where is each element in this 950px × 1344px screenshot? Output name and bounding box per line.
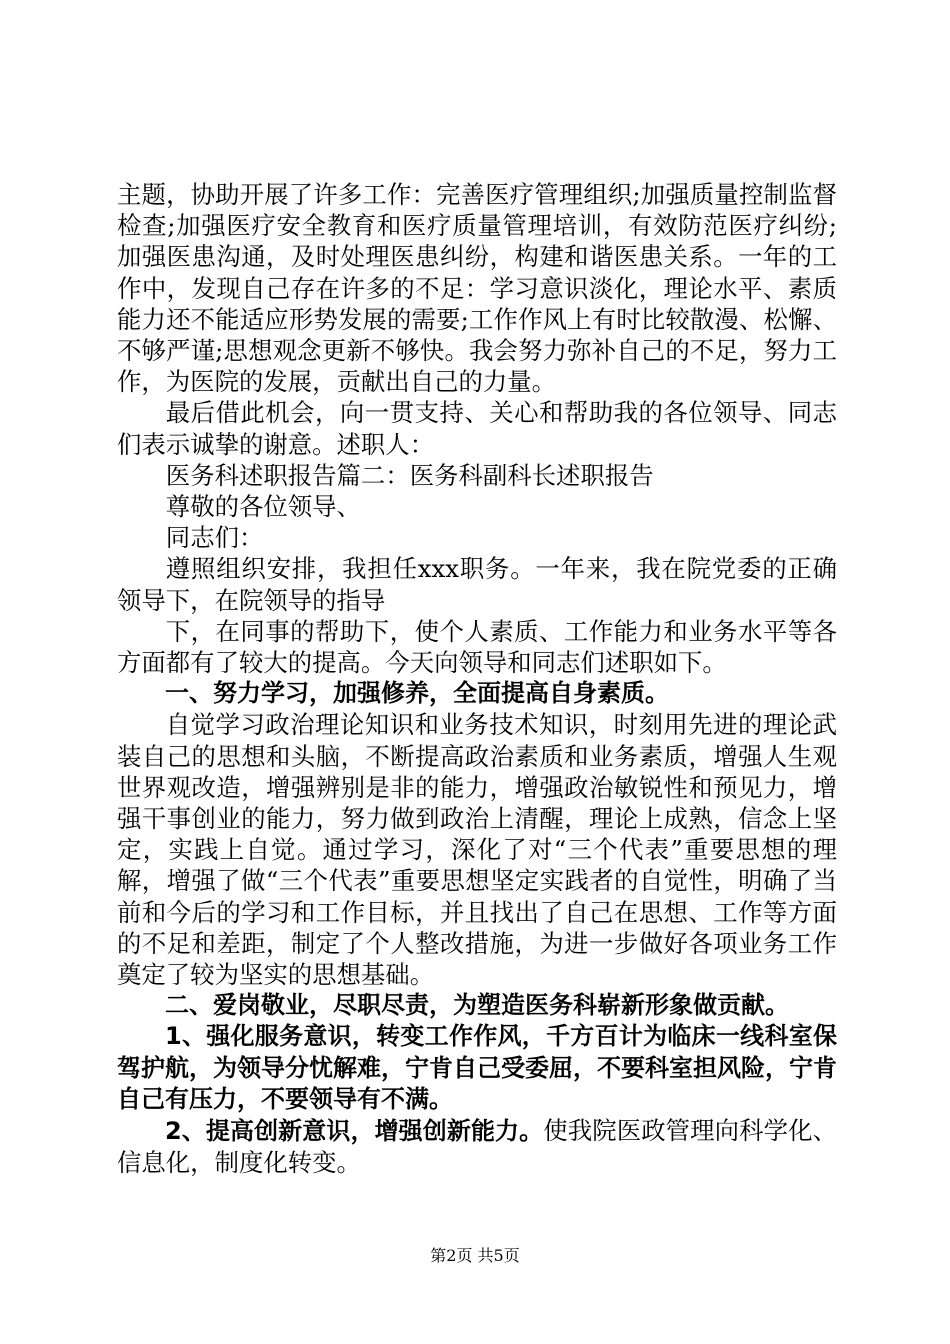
page-footer: 第2页 共5页 bbox=[430, 1246, 520, 1265]
paragraph-9-bold: 1、强化服务意识，转变工作作风，千方百计为临床一线科室保驾护航，为领导分忧解难，宁肯自己受委屈，不要科室担风险，宁肯自己有压力，不要领导有不满。 bbox=[117, 1022, 837, 1113]
paragraph-6: 遵照组织安排，我担任xxx职务。一年来，我在院党委的正确领导下，在院领导的指导 bbox=[117, 554, 837, 615]
heading-1: 一、努力学习，加强修养，全面提高自身素质。 bbox=[165, 679, 669, 708]
document-body bbox=[117, 179, 837, 1180]
paragraph-5-salutation: 同志们： bbox=[165, 523, 264, 553]
paragraph-10-bold-part: 2、提高创新意识，增强创新能力。 bbox=[165, 1117, 544, 1146]
paragraph-1: 主题，协助开展了许多工作：完善医疗管理组织;加强质量控制监督检查;加强医疗安全教育和医疗质量管理培训，有效防范医疗纠纷;加强医患沟通，及时处理医患纠纷，构建和谐医患关系。一年的工作中，发现自己存在许多的不足：学习意识淡化，理论水平、素质能力还不能适应形势发展的需要;工作作风上有时比较散漫、松懈、不够严谨;思想观念更新不够快。我会努力弥补自己的不足，努力工作，为医院的发展，贡献出自己的力量。 bbox=[117, 180, 837, 397]
paragraph-4-salutation: 尊敬的各位领导、 bbox=[165, 492, 361, 522]
paragraph-3-section-title: 医务科述职报告篇二：医务科副科长述职报告 bbox=[165, 460, 654, 490]
paragraph-10-normal-part: 使我院医政管理向科学化、信息化，制度化转变。 bbox=[117, 1116, 837, 1178]
paragraph-2: 最后借此机会，向一贯支持、关心和帮助我的各位领导、同志们表示诚挚的谢意。述职人： bbox=[117, 398, 837, 459]
paragraph-8: 自觉学习政治理论知识和业务技术知识，时刻用先进的理论武装自己的思想和头脑，不断提高政治素质和业务素质，增强人生观世界观改造，增强辨别是非的能力，增强政治敏锐性和预见力，增强干事创业的能力，努力做到政治上清醒，理论上成熟，信念上坚定，实践上自觉。通过学习，深化了对“三个代表”重要思想的理解，增强了做“三个代表”重要思想坚定实践者的自觉性，明确了当前和今后的学习和工作目标，并且找出了自己在思想、工作等方面的不足和差距，制定了个人整改措施，为进一步做好各项业务工作奠定了较为坚实的思想基础。 bbox=[117, 710, 837, 990]
paragraph-10-mixed bbox=[117, 1115, 837, 1179]
paragraph-7: 下，在同事的帮助下，使个人素质、工作能力和业务水平等各方面都有了较大的提高。今天向领导和同志们述职如下。 bbox=[117, 616, 837, 678]
heading-2: 二、爱岗敬业，尽职尽责，为塑造医务科崭新形象做贡献。 bbox=[165, 991, 789, 1020]
